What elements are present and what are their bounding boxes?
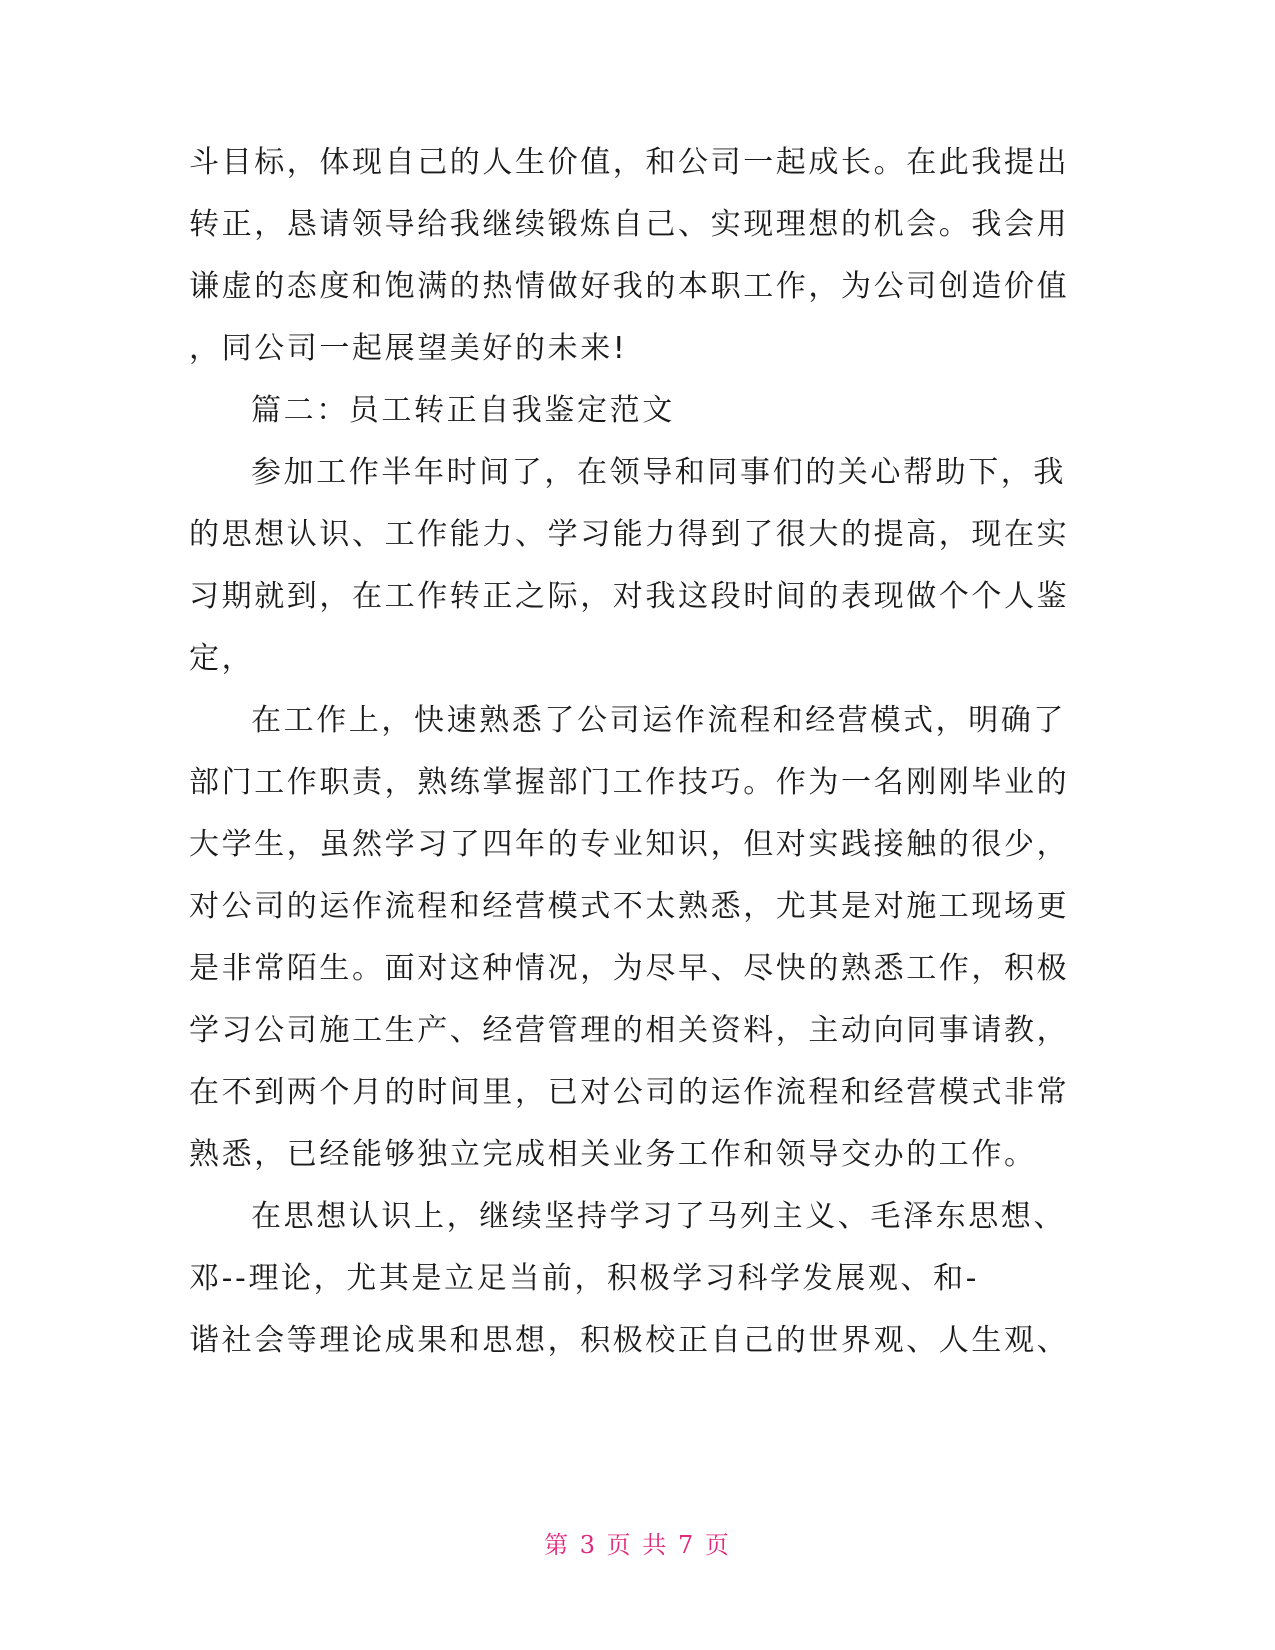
body-text-line: 谐社会等理论成果和思想，积极校正自己的世界观、人生观、 <box>189 1323 1070 1358</box>
body-text-line: 对公司的运作流程和经营模式不太熟悉，尤其是对施工现场更 <box>189 889 1070 924</box>
body-text-line: 学习公司施工生产、经营管理的相关资料，主动向同事请教， <box>189 1013 1070 1048</box>
body-text-line: 习期就到，在工作转正之际，对我这段时间的表现做个个人鉴 <box>189 579 1070 614</box>
body-text-line: ，同公司一起展望美好的未来! <box>189 331 628 366</box>
section-heading: 篇二：员工转正自我鉴定范文 <box>251 393 675 428</box>
page-number-footer: 第 3 页 共 7 页 <box>544 1531 731 1559</box>
body-text-line: 在不到两个月的时间里，已对公司的运作流程和经营模式非常 <box>189 1075 1070 1110</box>
body-text-line: 熟悉，已经能够独立完成相关业务工作和领导交办的工作。 <box>189 1137 1037 1172</box>
body-text-line: 谦虚的态度和饱满的热情做好我的本职工作，为公司创造价值 <box>189 269 1070 304</box>
body-text-line: 邓--理论，尤其是立足当前，积极学习科学发展观、和- <box>189 1261 980 1296</box>
body-text-line: 大学生，虽然学习了四年的专业知识，但对实践接触的很少， <box>189 827 1070 862</box>
body-text-line: 参加工作半年时间了，在领导和同事们的关心帮助下，我 <box>251 455 1066 490</box>
body-text-line: 在工作上，快速熟悉了公司运作流程和经营模式，明确了 <box>251 703 1066 738</box>
body-text-line: 转正，恳请领导给我继续锻炼自己、实现理想的机会。我会用 <box>189 207 1070 242</box>
body-text-line: 定， <box>189 641 255 676</box>
body-text-line: 是非常陌生。面对这种情况，为尽早、尽快的熟悉工作，积极 <box>189 951 1070 986</box>
body-text-line: 部门工作职责，熟练掌握部门工作技巧。作为一名刚刚毕业的 <box>189 765 1070 800</box>
body-text-line: 斗目标，体现自己的人生价值，和公司一起成长。在此我提出 <box>189 145 1070 180</box>
body-text-line: 的思想认识、工作能力、学习能力得到了很大的提高，现在实 <box>189 517 1070 552</box>
body-text-line: 在思想认识上，继续坚持学习了马列主义、毛泽东思想、 <box>251 1199 1066 1234</box>
